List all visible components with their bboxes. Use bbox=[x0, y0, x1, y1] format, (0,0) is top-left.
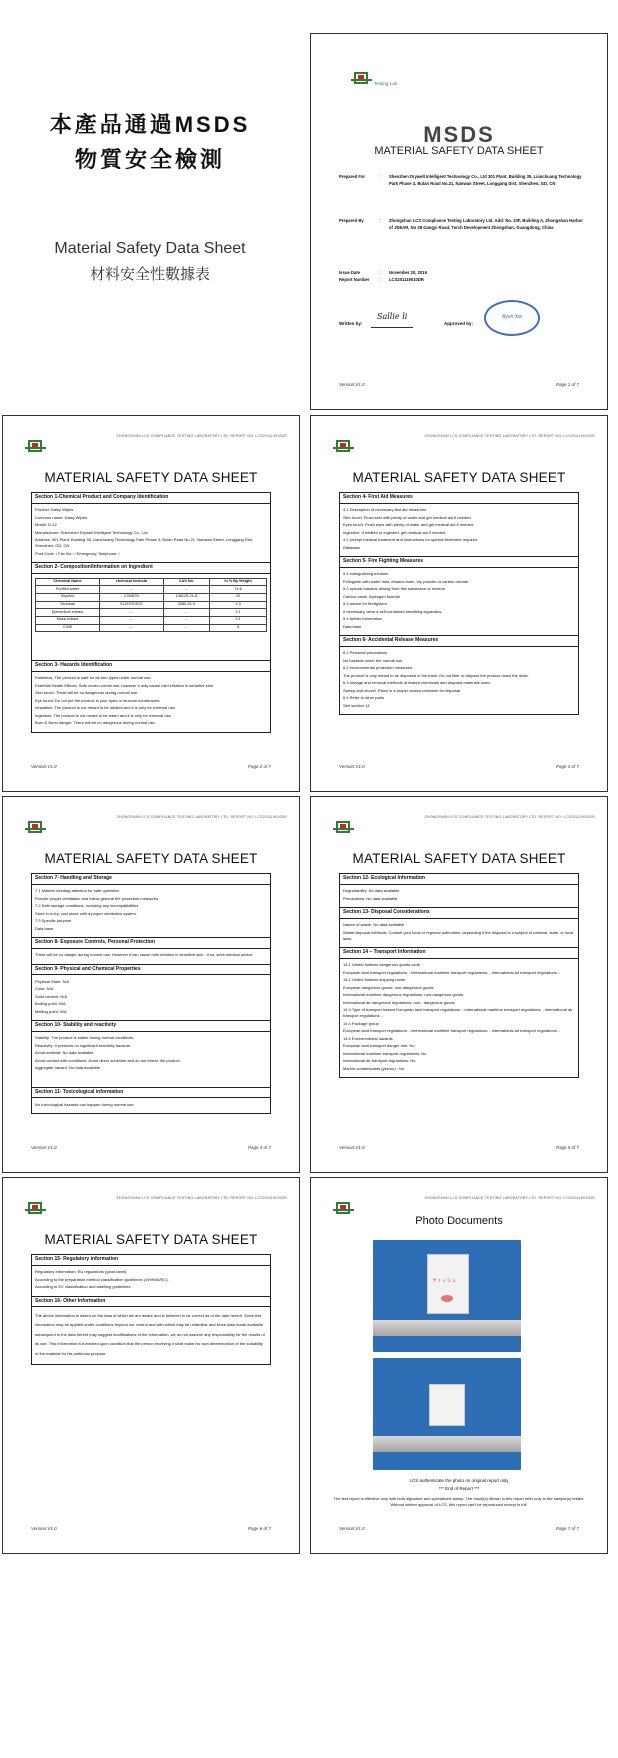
logo-text: Testing Lab. bbox=[374, 81, 399, 86]
msds-page-2: ZHONGSHAN LCS COMPLIANCE TESTING LABORATORY LTD. REPORT NO: LCS201119010DR MATERIAL SAFETY DATA SHEET Section 1-Chemical Product and Company Identification Product: Daisy Wipes Common name: Daisy Wipes Model: D-12 Manufacturer: Shenzhen Drywell Intelligent Technology Co., Ltd Address: 301 Plant, Building 35, Lianchuang Technology Park Phase 3, Bulan Road No.21, Nanwan Street, Longgang Dist, Shenzhen, GD, CN Post Code: / Fax No.: / Emergency Telephone: / Section 2- Composition/Information on Ingredient Chemical Name chemical formula CAS No. In % By Weight Purified water -- -- 74.6 Glycerin C3H8O3 146126-21-8 20 Triclosan C12H7Cl3O2 3380-34-5 0.3 Epimedium extract -- -- 0.1 Maca extract -- -- 0.1 C040 -- -- 5 Section 3- Hazards Identification Fatalness: The product is safe for all skin types under normal use. Potential Health Effects: Safe under normal use, however it may cause mild irritation in sensitive skin. Skin touch: There will be no dangerous during normal use. Eye touch: Do not put the product in your eyes or mucous membranes. Inhalation: The product is not meant to be inhaled and it is only for external use. Ingestion: The product is not meant to be eaten and it is only for external use. Burn & Burst danger: There will be no dangerous during normal use. Version:V1.0 Page 2 of 7 bbox=[2, 415, 300, 792]
section-8: Section 8- Exposure Controls, Personal Protection There will be no danger during normal use. However it can cause mild irritation in sensitive skin - if so, seek medical advice bbox=[32, 938, 270, 965]
written-signature: Sallie li bbox=[377, 312, 408, 321]
end-of-report: *** End of Report *** bbox=[438, 1486, 480, 1491]
section-12: Section 12- Ecological Information Degradability: No data available Precautions: No data available bbox=[340, 874, 578, 908]
table-row: Purified water -- -- 74.6 bbox=[36, 586, 267, 594]
page-number: Page 7 of 7 bbox=[555, 1526, 579, 1531]
report-number-row: Report Number : LCS201119010DR bbox=[339, 277, 424, 282]
wipes-packet-icon: ティッシュ bbox=[427, 1254, 469, 1314]
photo-documents-title: Photo Documents bbox=[415, 1215, 503, 1227]
written-by-label: Written by: bbox=[339, 321, 363, 326]
section-15: Section 15- Regulatory information Regulatory Information: EU regulations (good label). According to the preparation method classification guidelines (1999/45/EC). According to EC classification and labelling guidelines. bbox=[32, 1255, 270, 1297]
intro-heading-2: 物質安全檢測 bbox=[74, 147, 225, 172]
section-5: Section 5- Fire Fighting Measures 5.1 extinguishing medium Extinguish with water mist, ethanol foam, dry powder or carbon dioxide. 5.2 special hazards arising from this substance or mixture Carbon oxide, hydrogen fluoride 5.3 advice for firefighters If necessary, wear a self-contained breathing apparatus. 5.4 further information Data base bbox=[340, 557, 578, 636]
page-title: MATERIAL SAFETY DATA SHEET bbox=[352, 470, 566, 485]
intro-heading-1: 本產品通過MSDS bbox=[49, 112, 251, 137]
approval-stamp-icon: Ayun Xie bbox=[484, 300, 540, 336]
content-box bbox=[31, 1254, 271, 1365]
lcs-logo-icon bbox=[351, 70, 373, 88]
section-9: Section 9- Physical and Chemical Properties Physical State: N/A Color: N/A Solid content: N/A Boiling point: N/A Melting point: N/A bbox=[32, 965, 270, 1022]
page-title: MATERIAL SAFETY DATA SHEET bbox=[44, 1232, 258, 1247]
cover-msds: MSDS bbox=[423, 122, 495, 147]
intro-panel bbox=[0, 0, 300, 410]
wipes-packet-back-icon bbox=[429, 1384, 465, 1426]
lcs-logo-icon bbox=[25, 438, 47, 456]
msds-page-5: ZHONGSHAN LCS COMPLIANCE TESTING LABORATORY LTD. REPORT NO: LCS201119010DR MATERIAL SAFETY DATA SHEET Section 12- Ecological Information Degradability: No data available Precautions: No data available Section 13- Disposal Considerations Nature of waste: No data available Waste disposal methods: Consult your local or regional authorities, depending if the disposal is a subject of national, state, or local laws. Section 14 – Transport Information 14.1 United Nations dangerous goods code European land transport regulations: - international maritime transport regulations: - international air transport regulations: - 14.2 United Nations shipping name European dangerous goods: non-dangerous goods International maritime dangerous regulations: non-dangerous goods International air dangerous regulations: non - dangerous goods 14.3 Type of transport hazard European land transport regulations: - international maritime transport regulations: - international air transport regulations: - 14.4 Package group European land transport regulations: - international maritime transport regulations: - international air transport regulations: - 14.5 Environmental hazards European land transport danger rule: No International maritime transport regulations: No International air transport regulations: No Marine contaminants (yes/no) : No Version:V1.0 Page 5 of 7 bbox=[310, 796, 608, 1173]
table-row: Maca extract -- -- 0.1 bbox=[36, 616, 267, 624]
product-photo-front bbox=[373, 1240, 521, 1352]
composition-table: Chemical Name chemical formula CAS No. In % By Weight Purified water -- -- 74.6 Glycerin C3H8O3 146126-21-8 20 Triclosan C12H7Cl3O2 3380-34-5 0.3 Epimedium extract -- -- 0.1 Maca extract -- -- 0.1 C040 -- -- 5 bbox=[35, 578, 267, 633]
content-box bbox=[339, 492, 579, 715]
page-number: Page 3 of 7 bbox=[555, 764, 579, 769]
issue-date-row: Issue Date : November 20, 2019 bbox=[339, 270, 427, 275]
version-label: Version:V1.0 bbox=[339, 382, 365, 387]
section-1: Section 1-Chemical Product and Company Identification Product: Daisy Wipes Common name: Daisy Wipes Model: D-12 Manufacturer: Shenzhen Drywell Intelligent Technology Co., Ltd Address: 301 Plant, Building 35, Lianchuang Technology Park Phase 3, Bulan Road No.21, Nanwan Street, Longgang Dist, Shenzhen, GD, CN Post Code: / Fax No.: / Emergency Telephone: / bbox=[32, 493, 270, 563]
page-number: Page 5 of 7 bbox=[555, 1145, 579, 1150]
msds-page-7: ZHONGSHAN LCS COMPLIANCE TESTING LABORATORY LTD. REPORT NO: LCS201119010DR Photo Documents ティッシュ LCS authenticate the photo on original report only *** End of Report *** The test report is effective only with both signature and specialized stamp. The result(s) shown in this report refer only to the sample(s) tested. Without written approval of LCS, this report can't be reproduced except in full. Version:V1.0 Page 7 of 7 bbox=[310, 1177, 608, 1554]
page-title: MATERIAL SAFETY DATA SHEET bbox=[44, 470, 258, 485]
cover-page bbox=[310, 33, 608, 410]
table-row: C040 -- -- 5 bbox=[36, 624, 267, 632]
table-row: Glycerin C3H8O3 146126-21-8 20 bbox=[36, 593, 267, 601]
section-11: Section 11- Toxicological information No toxicological hazards can happen during normal use. bbox=[32, 1088, 270, 1114]
content-box bbox=[31, 492, 271, 733]
intro-en-title: Material Safety Data Sheet bbox=[54, 240, 246, 257]
page-title: MATERIAL SAFETY DATA SHEET bbox=[352, 851, 566, 866]
page-number: Page 1 of 7 bbox=[555, 382, 579, 387]
section-2: Section 2- Composition/Information on Ingredient Chemical Name chemical formula CAS No. In % By Weight Purified water -- -- 74.6 Glycerin C3H8O3 146126-21-8 20 Triclosan C12H7Cl3O2 3380-34-5 0.3 Epimedium extract -- -- 0.1 Maca extract -- -- 0.1 C040 -- -- 5 bbox=[32, 563, 270, 661]
disclaimer: The test report is effective only with both signature and specialized stamp. The result(s) shown in this report refer only to the sample(s) tested. Without written approval of LCS, this report can't be reproduced except in full. bbox=[333, 1496, 585, 1507]
lcs-logo-icon bbox=[25, 819, 47, 837]
section-3: Section 3- Hazards Identification Fatalness: The product is safe for all skin types under normal use. Potential Health Effects: Safe under normal use, however it may cause mild irritation in sensitive skin. Skin touch: There will be no dangerous during normal use. Eye touch: Do not put the product in your eyes or mucous membranes. Inhalation: The product is not meant to be inhaled and it is only for external use. Ingestion: The product is not meant to be eaten and it is only for external use. Burn & Burst danger: There will be no dangerous during normal use. bbox=[32, 661, 270, 732]
page-title: MATERIAL SAFETY DATA SHEET bbox=[44, 851, 258, 866]
section-7: Section 7- Handling and Storage 7.1 Matters needing attention for safe operation Provide proper ventilation and follow general fire protection measures. 7.2 Safe storage conditions, including any incompatibilities Store in a dry, cool place with a proper ventilation system. 7.3 Specific purpose Data base bbox=[32, 874, 270, 938]
section-4: Section 4- First Aid Measures 4.1 Description of necessary first aid measures Skin touch: Flush skin with plenty of water and get medical aid if needed. Eyes touch: Flush eyes with plenty of water and get medical aid if needed. Ingestion: If inhaled or ingested, get medical aid if needed. 4.2 prompt medical treatment and instructions for special treatment required Database bbox=[340, 493, 578, 557]
page-number: Page 6 of 7 bbox=[247, 1526, 271, 1531]
section-10: Section 10- Stability and reactivity Stability: The product is stable during normal conditions. Reactivity: It presents no significant reactivity hazards. Avoid material: No data available Avoid contact with conditions: Avoid direct sunshine and do not freeze the product. Aggregate hazard: No data available bbox=[32, 1021, 270, 1088]
page-number: Page 4 of 7 bbox=[247, 1145, 271, 1150]
content-box bbox=[339, 873, 579, 1078]
lcs-logo-icon bbox=[333, 819, 355, 837]
product-photo-back bbox=[373, 1358, 521, 1470]
msds-page-6: ZHONGSHAN LCS COMPLIANCE TESTING LABORATORY LTD. REPORT NO: LCS201119010DR MATERIAL SAFETY DATA SHEET Section 15- Regulatory information Regulatory Information: EU regulations (good label). According to the preparation method classification guidelines (1999/45/EC). According to EC classification and labelling guidelines. Section 16- Other Information The above information is based on the data of which we are aware and is believed to be correct as of the date hereof. Since this information may be applied under conditions beyond our control and with which may be unfamiliar and since data made available subsequent to the data hereof may suggest modifications of the information, we do not assume any responsibility for the results of its use. This information is furnished upon condition that the person receiving it shall make his own determination of the suitability of the material for his particular purpose. Version:V1.0 Page 6 of 7 bbox=[2, 1177, 300, 1554]
photo-caption: LCS authenticate the photo on original report only bbox=[409, 1478, 509, 1483]
lcs-logo-icon bbox=[333, 438, 355, 456]
msds-page-3: ZHONGSHAN LCS COMPLIANCE TESTING LABORATORY LTD. REPORT NO: LCS201119010DR MATERIAL SAFETY DATA SHEET Section 4- First Aid Measures 4.1 Description of necessary first aid measures Skin touch: Flush skin with plenty of water and get medical aid if needed. Eyes touch: Flush eyes with plenty of water and get medical aid if needed. Ingestion: If inhaled or ingested, get medical aid if needed. 4.2 prompt medical treatment and instructions for special treatment required Database Section 5- Fire Fighting Measures 5.1 extinguishing medium Extinguish with water mist, ethanol foam, dry powder or carbon dioxide. 5.2 special hazards arising from this substance or mixture Carbon oxide, hydrogen fluoride 5.3 advice for firefighters If necessary, wear a self-contained breathing apparatus. 5.4 further information Data base Section 6- Accidental Release Measures 6.1 Personal precautions No hazards under the normal use. 6.2 environmental protection measures The product is only meant to be disposed in the trash. Do not filter or dispose the product down the drain. 6.3 storage and removal methods of leaked chemicals and disposal materials used. Sweep and shovel. Place in a proper closed container for disposal. 6.4 Refer to other parts See section 13 Version:V1.0 Page 3 of 7 bbox=[310, 415, 608, 792]
content-box bbox=[31, 873, 271, 1114]
prepared-for-row: Prepared For : Shenzhen Drywell Intelligent Technology Co., Ltd 301 Plant, Building 35, Lianchuang Technology Park Phase 3, Bulan Road No.21, Nanwan Street, Longgang Dist, Shenzhen, GD, CN bbox=[339, 174, 582, 186]
msds-page-4: ZHONGSHAN LCS COMPLIANCE TESTING LABORATORY LTD. REPORT NO: LCS201119010DR MATERIAL SAFETY DATA SHEET Section 7- Handling and Storage 7.1 Matters needing attention for safe operation Provide proper ventilation and follow general fire protection measures. 7.2 Safe storage conditions, including any incompatibilities Store in a dry, cool place with a proper ventilation system. 7.3 Specific purpose Data base Section 8- Exposure Controls, Personal Protection There will be no danger during normal use. However it can cause mild irritation in sensitive skin - if so, seek medical advice Section 9- Physical and Chemical Properties Physical State: N/A Color: N/A Solid content: N/A Boiling point: N/A Melting point: N/A Section 10- Stability and reactivity Stability: The product is stable during normal conditions. Reactivity: It presents no significant reactivity hazards. Avoid material: No data available Avoid contact with conditions: Avoid direct sunshine and do not freeze the product. Aggregate hazard: No data available Section 11- Toxicological information No toxicological hazards can happen during normal use. Version:V1.0 Page 4 of 7 bbox=[2, 796, 300, 1173]
approved-by-label: Approved by: bbox=[444, 321, 474, 326]
prepared-by-row: Prepared By : Zhongshan LCS Compliance Testing Laboratory Ltd. Add: No. 23F, Building A, Zhongshan Harbor of JDEAR, No 28 Gangyi Road, Torch Development Zhongshan, Guangdong, China bbox=[339, 218, 583, 230]
section-6: Section 6- Accidental Release Measures 6.1 Personal precautions No hazards under the normal use. 6.2 environmental protection measures The product is only meant to be disposed in the trash. Do not filter or dispose the product down the drain. 6.3 storage and removal methods of leaked chemicals and disposal materials used. Sweep and shovel. Place in a proper closed container for disposal. 6.4 Refer to other parts See section 13 bbox=[340, 636, 578, 714]
intro-zh-title: 材料安全性數據表 bbox=[89, 266, 210, 283]
page-number: Page 2 of 7 bbox=[247, 764, 271, 769]
cover-subtitle: MATERIAL SAFETY DATA SHEET bbox=[374, 145, 544, 157]
section-13: Section 13- Disposal Considerations Nature of waste: No data available Waste disposal methods: Consult your local or regional authorities, depending if the disposal is a subject of national, state, or local laws. bbox=[340, 908, 578, 948]
section-16: Section 16- Other Information The above information is based on the data of which we are aware and is believed to be correct as of the date hereof. Since this information may be applied under conditions beyond our control and with which may be unfamiliar and since data made available subsequent to the data hereof may suggest modifications of the information, we do not assume any responsibility for the results of its use. This information is furnished upon condition that the person receiving it shall make his own determination of the suitability of the material for his particular purpose. bbox=[32, 1297, 270, 1364]
lcs-logo-icon bbox=[25, 1200, 47, 1218]
section-14: Section 14 – Transport Information 14.1 United Nations dangerous goods code European land transport regulations: - international maritime transport regulations: - international air transport regulations: - 14.2 United Nations shipping name European dangerous goods: non-dangerous goods International maritime dangerous regulations: non-dangerous goods International air dangerous regulations: non - dangerous goods 14.3 Type of transport hazard European land transport regulations: - international maritime transport regulations: - international air transport regulations: - 14.4 Package group European land transport regulations: - international maritime transport regulations: - international air transport regulations: - 14.5 Environmental hazards European land transport danger rule: No International maritime transport regulations: No International air transport regulations: No Marine contaminants (yes/no) : No bbox=[340, 948, 578, 1077]
table-row: Triclosan C12H7Cl3O2 3380-34-5 0.3 bbox=[36, 601, 267, 609]
table-row: Epimedium extract -- -- 0.1 bbox=[36, 609, 267, 617]
